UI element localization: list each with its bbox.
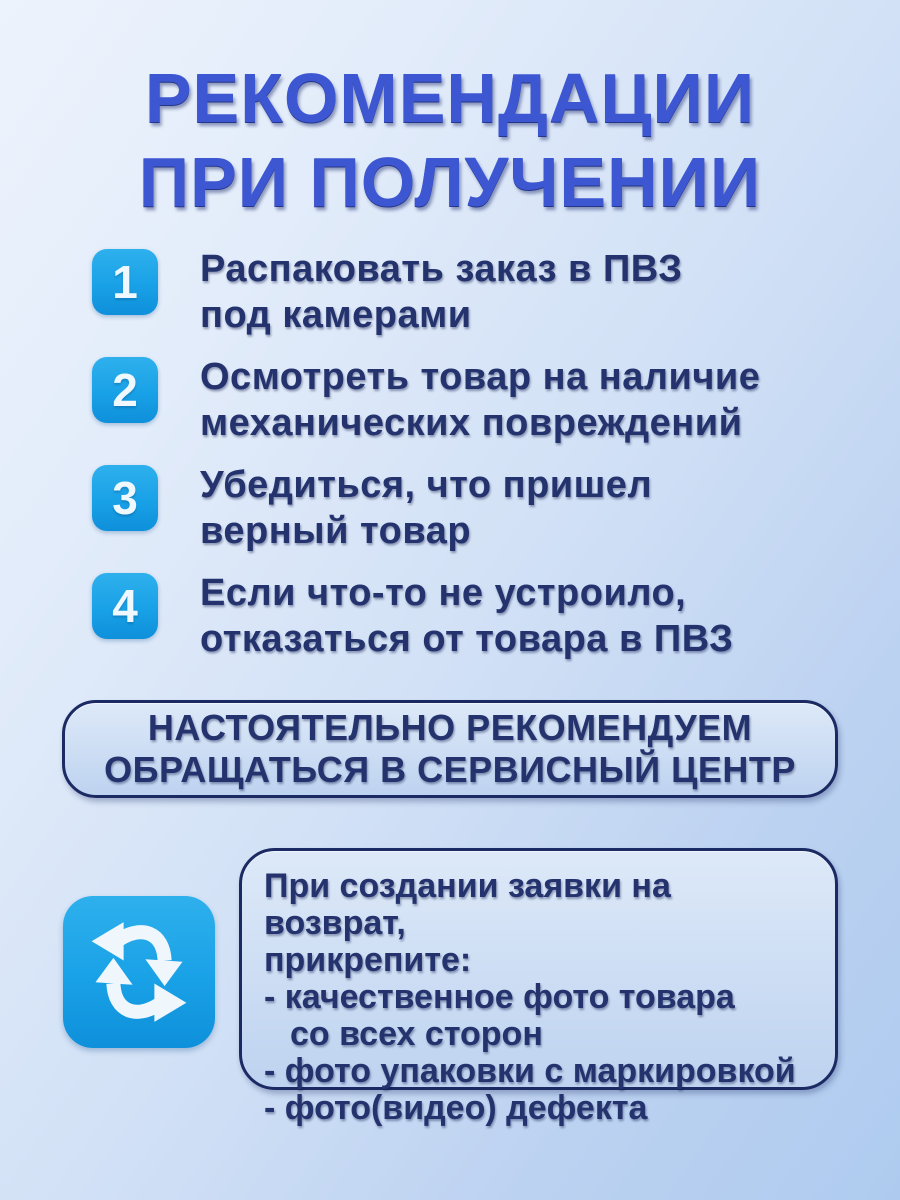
page-title-line1: РЕКОМЕНДАЦИИ [144,59,756,137]
list-item-step-3 [92,462,832,554]
step-3-text: Убедиться, что пришел верный товар [200,464,653,552]
step-2-text: Осмотреть товар на наличие механических повреждений [200,356,761,444]
step-2-number-badge: 2 [92,357,158,423]
return-note-line3: - качественное фото товара [264,978,735,1016]
list-item-step-2 [92,354,832,446]
list-item-step-4 [92,570,832,662]
step-4-text: Если что-то не устроило, отказаться от товара в ПВЗ [200,572,734,660]
exchange-arrows-icon [63,896,215,1048]
return-note-line1: При создании заявки на возврат, [264,867,671,942]
step-1-number-badge: 1 [92,249,158,315]
service-center-note [62,700,838,798]
page-title-line2: ПРИ ПОЛУЧЕНИИ [138,143,762,221]
step-4-number-badge: 4 [92,573,158,639]
step-1-text: Распаковать заказ в ПВЗ под камерами [200,248,683,336]
service-center-note-line2: ОБРАЩАТЬСЯ В СЕРВИСНЫЙ ЦЕНТР [104,749,796,790]
page-title [0,56,900,224]
return-note-line2: прикрепите: [264,941,472,979]
return-note-line5: - фото упаковки с маркировкой [264,1052,796,1090]
return-request-note [239,848,838,1127]
list-item-step-1 [92,246,832,338]
steps-list [92,246,832,678]
return-note-line6: - фото(видео) дефекта [264,1089,648,1127]
service-center-note-line1: НАСТОЯТЕЛЬНО РЕКОМЕНДУЕМ [147,707,753,748]
step-3-number-badge: 3 [92,465,158,531]
return-note-line4: со всех сторон [290,1015,543,1053]
